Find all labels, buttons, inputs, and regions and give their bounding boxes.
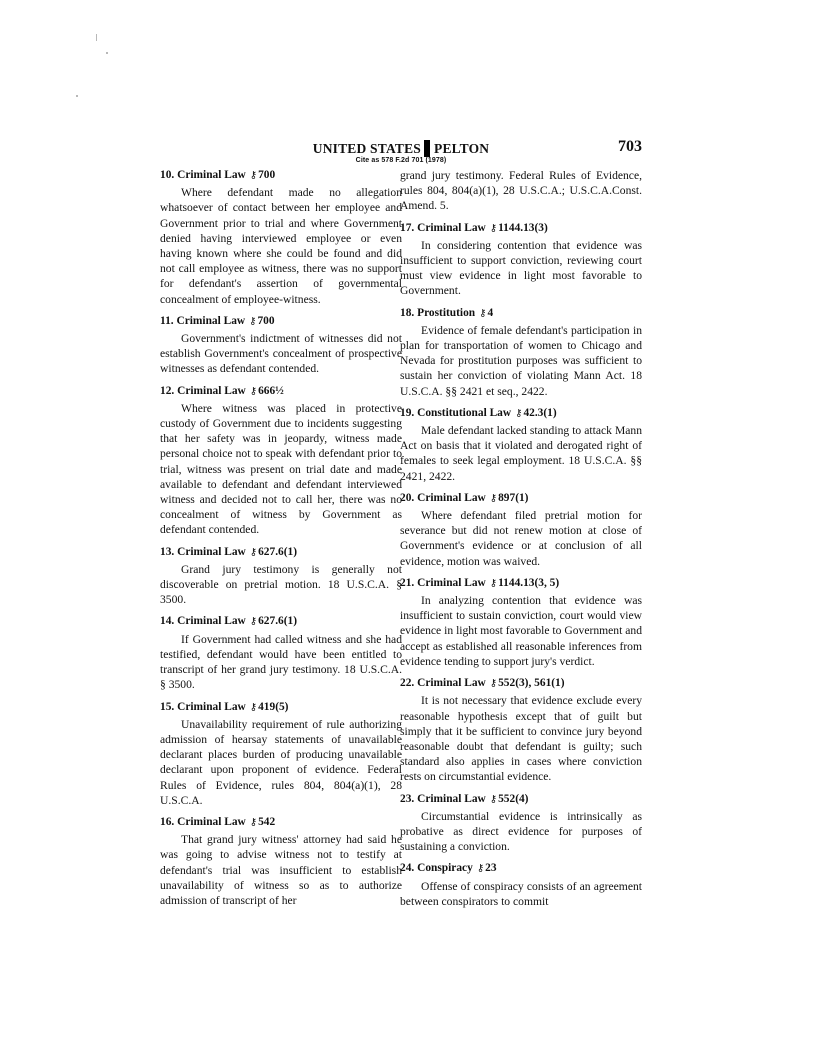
headnote-text: In considering contention that evidence was insufficient to support conviction, reviewing court must view evidence in light most favorable to Government.	[400, 238, 642, 298]
headnote	[160, 545, 402, 608]
key-number-icon: ⚷	[489, 492, 498, 504]
key-number-icon: ⚷	[249, 170, 258, 181]
headnote	[400, 861, 642, 909]
headnote-text: Unavailability requirement of rule authorizing admission of hearsay statements of unavailable declarant places burden of producing unavailable declarant upon proponent of evidence. Federal Rules of Evidence, rules 804, 804(a)(1), 28 U.S.C.A.	[160, 717, 402, 807]
scan-speck	[96, 34, 97, 41]
headnote-heading: 22. Criminal Law ⚷552(3), 561(1)	[400, 676, 642, 691]
headnote	[160, 815, 402, 908]
left-column	[160, 168, 402, 915]
headnote-heading: 21. Criminal Law ⚷1144.13(3, 5)	[400, 576, 642, 591]
headnote-text: Where witness was placed in protective custody of Government due to incidents suggesting that her safety was in jeopardy, witness made personal choice not to speak with defendant prior to trial, witness was present on trial date and made available to defendant and defendant interviewed witness and decided not to call her, there was no concealment of witness by Government as defendant contended.	[160, 401, 402, 537]
headnote-heading: 18. Prostitution ⚷4	[400, 306, 642, 321]
headnote-text: It is not necessary that evidence exclude every reasonable hypothesis except that of guilt but simply that it be sufficient to convince jury beyond reasonable doubt that defendant is guilty; such standard also applies in cases where conviction rests on circumstantial evidence.	[400, 694, 642, 784]
headnote-heading: 17. Criminal Law ⚷1144.13(3)	[400, 221, 642, 236]
case-party-right: PELTON	[434, 141, 490, 156]
key-number-icon: ⚷	[249, 616, 258, 628]
redaction-bar	[424, 140, 430, 157]
case-party-left: UNITED STATES	[312, 141, 422, 156]
running-title	[160, 140, 642, 157]
headnote-heading: 24. Conspiracy ⚷23	[400, 861, 642, 876]
scan-speck	[76, 95, 78, 97]
key-number-icon: ⚷	[489, 577, 498, 589]
key-number-icon: ⚷	[249, 816, 258, 828]
headnote-heading: 20. Criminal Law ⚷897(1)	[400, 491, 642, 506]
headnote	[400, 406, 642, 484]
headnote	[400, 491, 642, 569]
headnote	[160, 168, 402, 307]
key-number-icon: ⚷	[249, 315, 257, 327]
headnote-heading: 23. Criminal Law ⚷552(4)	[400, 792, 642, 807]
headnote-text: If Government had called witness and she had testified, defendant would have been entitled to transcript of her grand jury testimony. 18 U.S.C.A. § 3500.	[160, 632, 402, 692]
continued-headnote-text: grand jury testimony. Federal Rules of Evidence, rules 804, 804(a)(1), 28 U.S.C.A.; U.S.C.A.Const. Amend. 5.	[400, 169, 642, 213]
headnote-heading: 12. Criminal Law ⚷666½	[160, 384, 402, 399]
key-number-icon: ⚷	[489, 678, 498, 690]
headnote	[400, 792, 642, 855]
headnote-text: Male defendant lacked standing to attack Mann Act on basis that it violated and derogated right of females to seek legal employment. 18 U.S.C.A. §§ 2421, 2422.	[400, 424, 642, 483]
headnote-text: Where defendant filed pretrial motion for severance but did not renew motion at close of Government's evidence or at conclusion of all evidence, motion was waived.	[400, 509, 642, 568]
headnote-heading: 19. Constitutional Law ⚷42.3(1)	[400, 406, 642, 421]
key-number-icon: ⚷	[489, 222, 498, 234]
headnote	[400, 306, 642, 399]
key-number-icon: ⚷	[249, 701, 258, 713]
headnote	[160, 700, 402, 808]
right-column	[400, 168, 642, 916]
headnote-text: Grand jury testimony is generally not discoverable on pretrial motion. 18 U.S.C.A. § 3500.	[160, 562, 402, 607]
headnote-heading: 13. Criminal Law ⚷627.6(1)	[160, 545, 402, 560]
headnote-text: Evidence of female defendant's participation in plan for transportation of women to Chicago and Nevada for prostitution purposes was sufficient to sustain her conviction of violating Mann Act. 18 U.S.C.A. §§ 2421 et seq., 2422.	[400, 323, 642, 398]
key-number-icon: ⚷	[249, 546, 258, 558]
headnote-heading: 11. Criminal Law ⚷700	[160, 314, 402, 329]
headnote-text: Circumstantial evidence is intrinsically as probative as direct evidence for purposes of sustaining a conviction.	[400, 809, 642, 854]
key-number-icon: ⚷	[479, 307, 487, 319]
headnote-text: Offense of conspiracy consists of an agreement between conspirators to commit	[400, 879, 642, 908]
headnote-heading: 14. Criminal Law ⚷627.6(1)	[160, 614, 402, 629]
key-number-icon: ⚷	[476, 863, 485, 875]
headnote-heading: 10. Criminal Law ⚷700	[160, 168, 402, 183]
headnote	[160, 614, 402, 692]
headnote-heading: 15. Criminal Law ⚷419(5)	[160, 700, 402, 715]
headnote	[160, 314, 402, 377]
scan-speck	[106, 52, 108, 54]
headnote-text: In analyzing contention that evidence was insufficient to sustain conviction, court would view evidence in light most favorable to Government and accept as established all reasonable inferences from evidence tending to support jury's verdict.	[400, 594, 642, 668]
citation-line: Cite as 578 F.2d 701 (1978)	[355, 157, 447, 164]
headnote	[400, 676, 642, 784]
key-number-icon: ⚷	[489, 793, 498, 805]
headnote-text: Government's indictment of witnesses did not establish Government's concealment of prospective witnesses as defendant contended.	[160, 332, 402, 376]
headnote	[400, 221, 642, 299]
page-number: 703	[618, 138, 642, 155]
key-number-icon: ⚷	[515, 407, 523, 419]
headnote	[400, 576, 642, 669]
key-number-icon: ⚷	[249, 385, 258, 397]
headnote-heading: 16. Criminal Law ⚷542	[160, 815, 402, 830]
headnote-text: That grand jury witness' attorney had said he was going to advise witness not to testify at defendant's trial was insufficient to establish unavailability of witness so as to authorize admission of transcript of her	[160, 833, 402, 907]
headnote-text: Where defendant made no allegation whatsoever of contact between her employee and Government prior to trial and where Government denied having interviewed employee or even having known where she could be found and did not call employee as witness, there was no support for defendant's assertion of governmental concealment of employee-witness.	[160, 186, 402, 306]
headnote	[160, 384, 402, 538]
